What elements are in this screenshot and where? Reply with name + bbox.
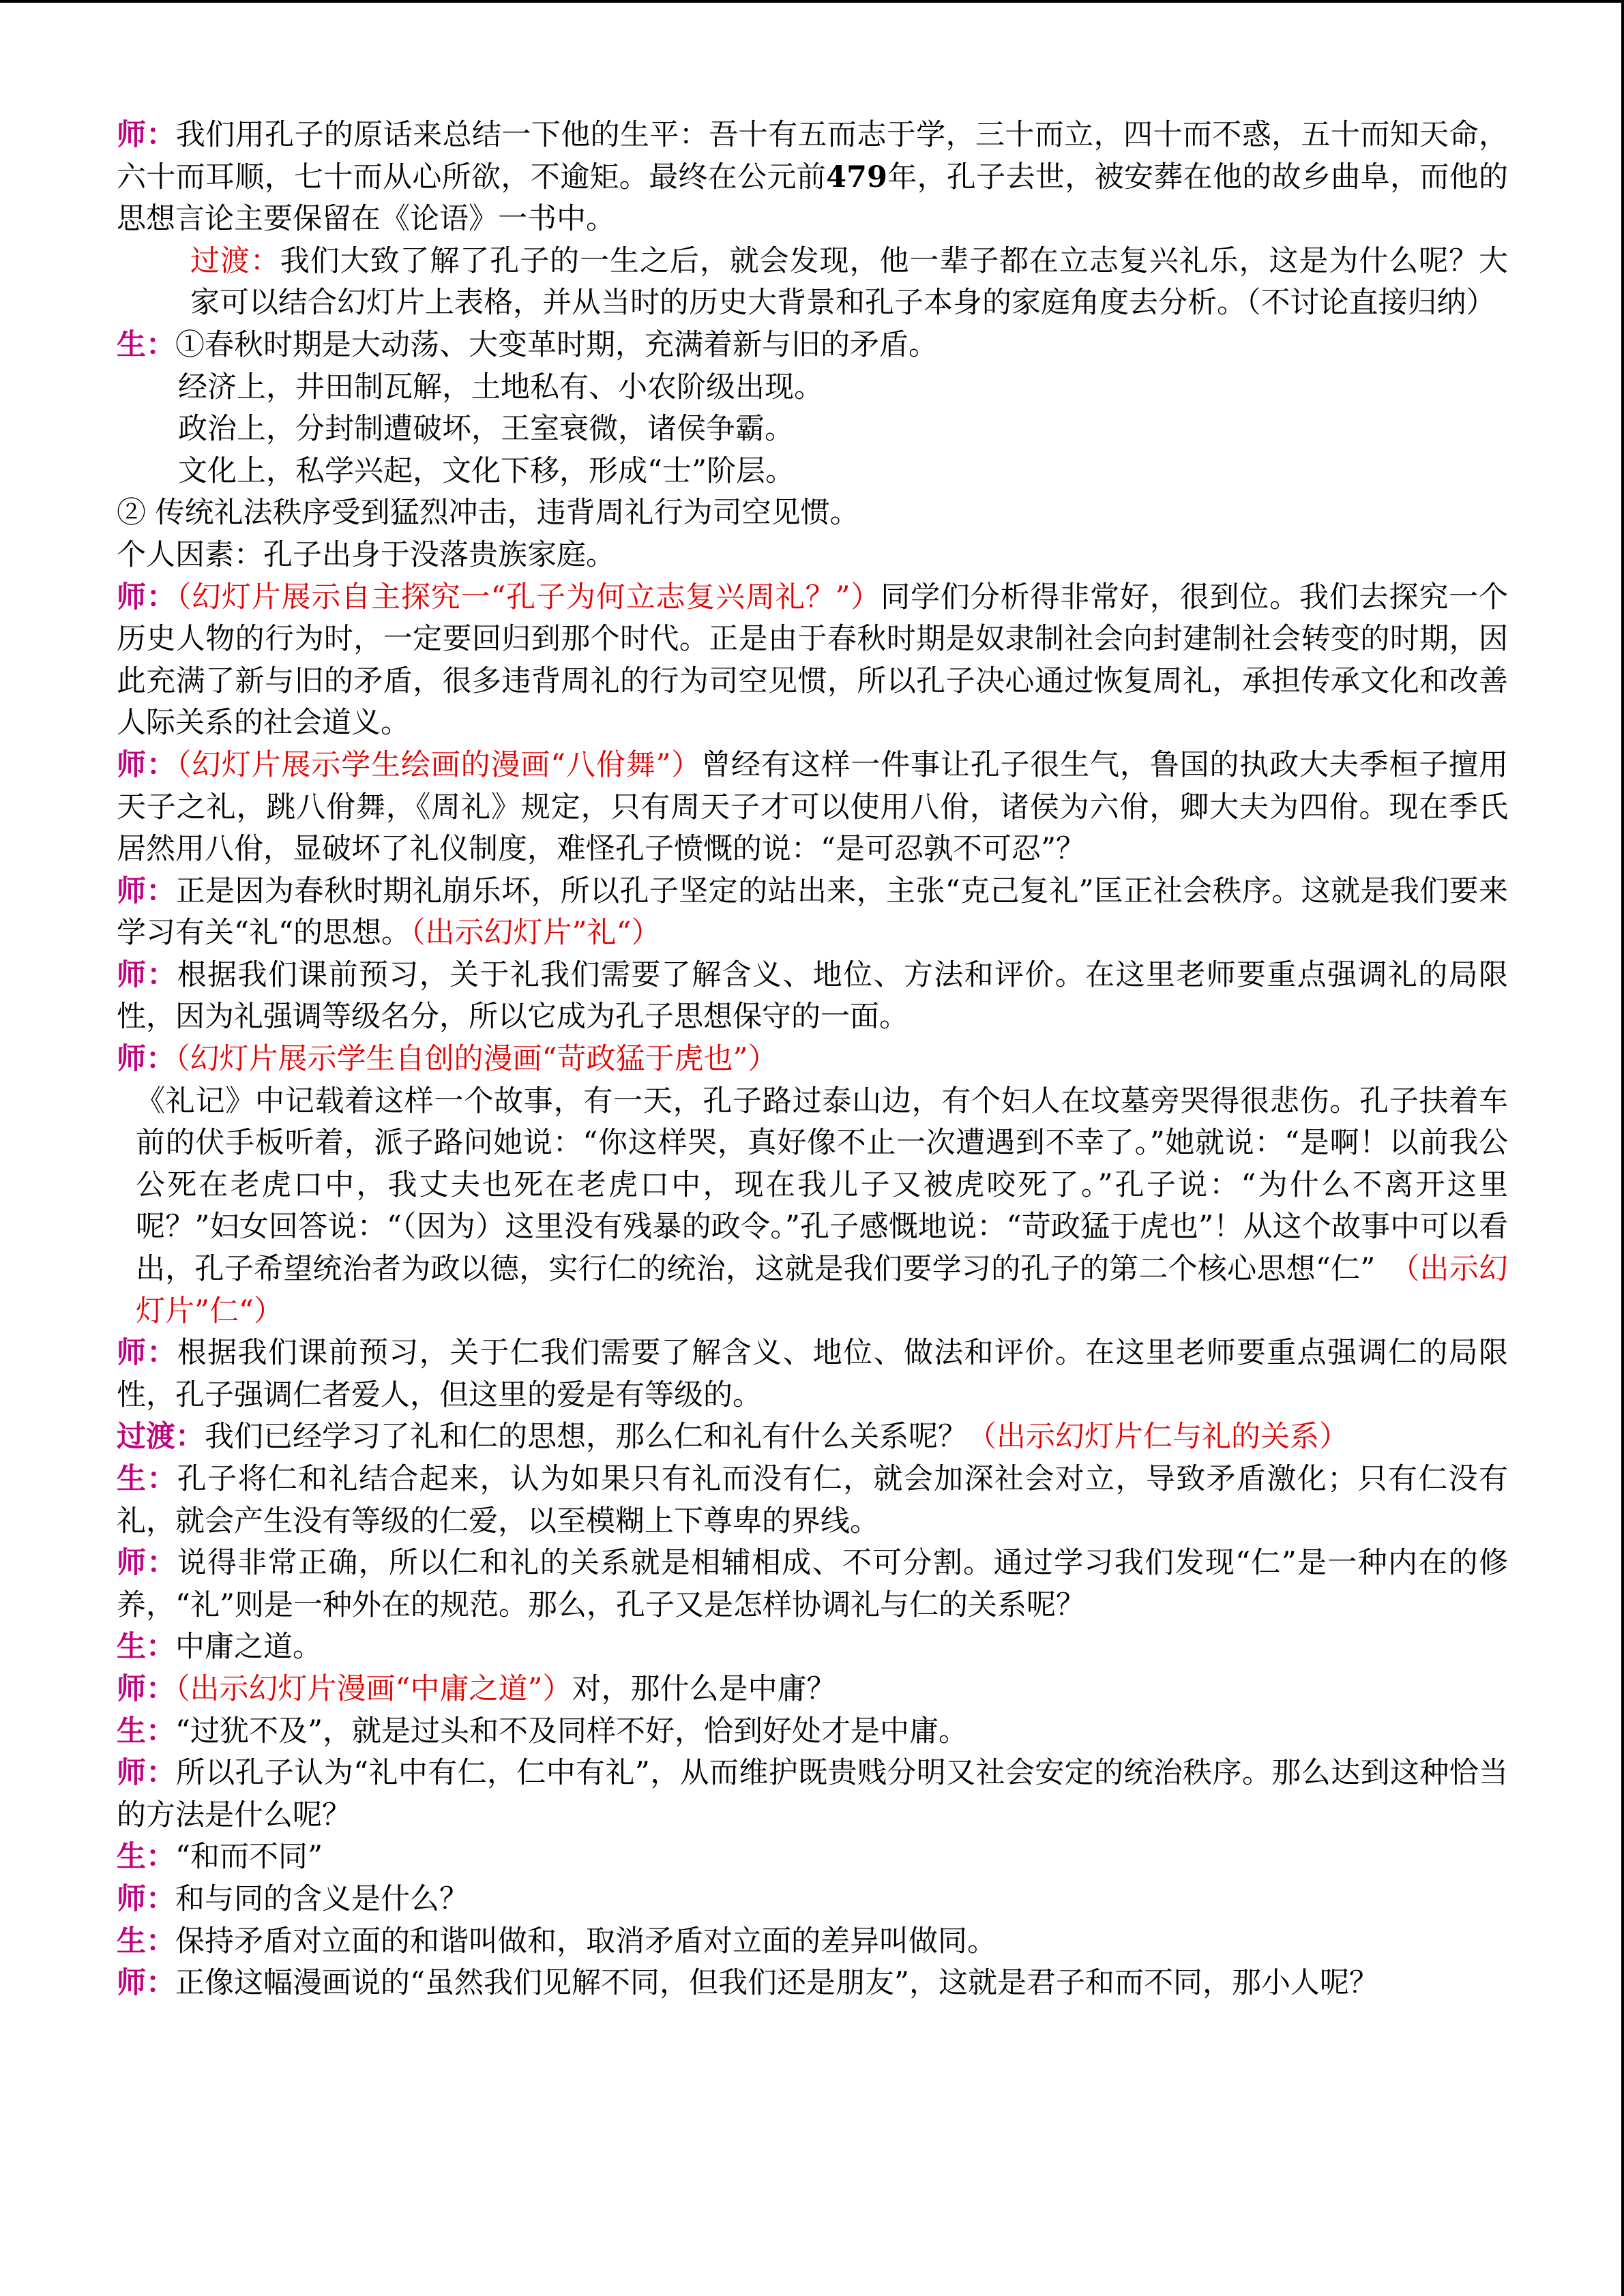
dialogue-paragraph bbox=[117, 535, 1508, 577]
speaker-label: 师： bbox=[117, 957, 177, 992]
speaker-label: 生： bbox=[117, 1714, 175, 1748]
dialogue-text: ② 传统礼法秩序受到猛烈冲击，违背周礼行为司空见惯。 bbox=[117, 496, 859, 531]
speaker-label: 师： bbox=[117, 1966, 175, 2001]
dialogue-paragraph bbox=[117, 451, 1508, 493]
dialogue-paragraph bbox=[117, 1459, 1508, 1542]
dialogue-paragraph bbox=[117, 367, 1508, 409]
dialogue-paragraph bbox=[117, 492, 1508, 535]
dialogue-paragraph bbox=[117, 115, 1508, 241]
dialogue-text: 我们已经学习了礼和仁的思想，那么仁和礼有什么关系呢？ bbox=[205, 1420, 967, 1455]
speaker-label: 师： bbox=[117, 874, 176, 908]
dialogue-text: ①春秋时期是大动荡、大变革时期，充满着新与旧的矛盾。 bbox=[175, 327, 938, 362]
slide-cue: （出示幻灯片漫画“中庸之道”） bbox=[175, 1671, 572, 1706]
dialogue-text: “和而不同” bbox=[175, 1840, 323, 1875]
speaker-label: 生： bbox=[117, 1840, 175, 1875]
speaker-label: 师： bbox=[117, 1671, 175, 1706]
dialogue-text: 经济上，井田制瓦解，土地私有、小农阶级出现。 bbox=[178, 370, 823, 404]
speaker-label: 过渡： bbox=[190, 243, 280, 278]
dialogue-text: 对，那什么是中庸？ bbox=[572, 1671, 836, 1706]
dialogue-text: 正像这幅漫画说的“虽然我们见解不同，但我们还是朋友”，这就是君子和而不同，那小人呢？ bbox=[175, 1966, 1378, 2001]
slide-cue: （出示幻灯片”仁“） bbox=[136, 1252, 1509, 1328]
dialogue-paragraph bbox=[117, 408, 1508, 451]
dialogue-text: 同学们分析得非常好，很到位。我们去探究一个历史人物的行为时，一定要回归到那个时代。正是由于春秋时期是奴隶制社会向封建制社会转变的时期，因此充满了新与旧的矛盾，很多违背周礼的行为司空见惯，所以孔子决心通过恢复周礼，承担传承文化和改善人际关系的社会道义。 bbox=[117, 580, 1509, 741]
dialogue-paragraph bbox=[117, 1711, 1508, 1753]
page-border-right bbox=[1621, 0, 1624, 2296]
document-body bbox=[117, 115, 1508, 2005]
dialogue-paragraph bbox=[117, 1542, 1508, 1626]
dialogue-text: 和与同的含义是什么？ bbox=[175, 1881, 469, 1916]
page-border-top bbox=[0, 0, 1624, 3]
dialogue-text: 正是因为春秋时期礼崩乐坏，所以孔子坚定的站出来，主张“克己复礼”匡正社会秩序。这就是我们要来学习有关“礼“的思想。 bbox=[117, 874, 1509, 951]
slide-cue: （幻灯片展示学生绘画的漫画“八佾舞”） bbox=[176, 747, 702, 782]
dialogue-text: 年，孔子去世，被安葬在他的故乡曲阜，而他的思想言论主要保留在《论语》一书中。 bbox=[117, 160, 1508, 237]
dialogue-paragraph bbox=[117, 1921, 1508, 1963]
speaker-label: 师： bbox=[117, 747, 177, 782]
dialogue-text: 曾经有这样一件事让孔子很生气，鲁国的执政大夫季桓子擅用天子之礼，跳八佾舞，《周礼》规定，只有周天子才可以使用八佾，诸侯为六佾，卿大夫为四佾。现在季氏居然用八佾，显破坏了礼仪制度，难怪孔子愤慨的说：“是可忍孰不可忍”？ bbox=[117, 747, 1509, 867]
speaker-label: 过渡： bbox=[117, 1420, 205, 1455]
dialogue-text: 说得非常正确，所以仁和礼的关系就是相辅相成、不可分割。通过学习我们发现“仁”是一种内在的修养，“礼”则是一种外在的规范。那么，孔子又是怎样协调礼与仁的关系呢？ bbox=[117, 1546, 1508, 1622]
dialogue-text: 我们用孔子的原话来总结一下他的生平：吾十有五而志于学，三十而立，四十而不惑，五十而知天命，六十而耳顺，七十而从心所欲，不逾矩。最终在公元前 bbox=[117, 118, 1509, 194]
dialogue-paragraph bbox=[117, 1836, 1508, 1879]
dialogue-paragraph bbox=[117, 1669, 1508, 1711]
dialogue-paragraph bbox=[117, 577, 1508, 745]
dialogue-paragraph bbox=[117, 1963, 1508, 2005]
dialogue-text: 文化上，私学兴起，文化下移，形成“士”阶层。 bbox=[178, 453, 795, 488]
speaker-label: 师： bbox=[117, 1336, 177, 1371]
dialogue-text: 479 bbox=[826, 160, 887, 194]
dialogue-text: 政治上，分封制遭破坏，王室衰微，诸侯争霸。 bbox=[178, 412, 794, 447]
dialogue-paragraph bbox=[117, 1626, 1508, 1669]
dialogue-text: 中庸之道。 bbox=[175, 1630, 322, 1665]
dialogue-paragraph bbox=[117, 1753, 1508, 1836]
dialogue-text: 根据我们课前预习，关于礼我们需要了解含义、地位、方法和评价。在这里老师要重点强调礼的局限性，因为礼强调等级名分，所以它成为孔子思想保守的一面。 bbox=[117, 957, 1509, 1034]
speaker-label: 生： bbox=[117, 1630, 175, 1665]
slide-cue: （出示幻灯片仁与礼的关系） bbox=[967, 1420, 1348, 1455]
dialogue-paragraph bbox=[117, 325, 1508, 367]
dialogue-text: 《礼记》中记载着这样一个故事，有一天，孔子路过泰山边，有个妇人在坟墓旁哭得很悲伤。孔子扶着车前的伏手板听着，派子路问她说：“你这样哭，真好像不止一次遭遇到不幸了。”她就说：“是啊！以前我公公死在老虎口中，我丈夫也死在老虎口中，现在我儿子又被虎咬死了。”孔子说：“为什么不离开这里呢？”妇女回答说：“（因为）这里没有残暴的政令。”孔子感慨地说：“苛政猛于虎也”！从这个故事中可以看出，孔子希望统治者为政以德，实行仁的统治，这就是我们要学习的孔子的第二个核心思想“仁” bbox=[136, 1084, 1508, 1287]
speaker-label: 生： bbox=[117, 327, 175, 362]
dialogue-paragraph bbox=[117, 745, 1508, 871]
dialogue-paragraph bbox=[117, 1416, 1508, 1459]
dialogue-text: 所以孔子认为“礼中有仁，仁中有礼”，从而维护既贵贱分明又社会安定的统治秩序。那么达到这种恰当的方法是什么呢？ bbox=[117, 1756, 1509, 1832]
dialogue-text: 根据我们课前预习，关于仁我们需要了解含义、地位、做法和评价。在这里老师要重点强调仁的局限性，孔子强调仁者爱人，但这里的爱是有等级的。 bbox=[117, 1336, 1509, 1412]
speaker-label: 生： bbox=[117, 1924, 175, 1958]
dialogue-paragraph bbox=[117, 1332, 1508, 1416]
dialogue-text: 个人因素：孔子出身于没落贵族家庭。 bbox=[117, 537, 615, 572]
slide-cue: （幻灯片展示学生自创的漫画“苛政猛于虎也”） bbox=[175, 1042, 778, 1077]
speaker-label: 师： bbox=[117, 118, 176, 152]
speaker-label: 生： bbox=[117, 1462, 177, 1496]
speaker-label: 师： bbox=[117, 580, 177, 614]
speaker-label: 师： bbox=[117, 1042, 175, 1077]
dialogue-paragraph bbox=[117, 1039, 1508, 1081]
dialogue-text: 孔子将仁和礼结合起来，认为如果只有礼而没有仁，就会加深社会对立，导致矛盾激化；只有仁没有礼，就会产生没有等级的仁爱，以至模糊上下尊卑的界线。 bbox=[117, 1462, 1509, 1538]
dialogue-paragraph bbox=[117, 955, 1508, 1039]
dialogue-paragraph bbox=[117, 241, 1508, 325]
dialogue-paragraph bbox=[117, 1081, 1508, 1333]
dialogue-paragraph bbox=[117, 1879, 1508, 1921]
dialogue-text: 我们大致了解了孔子的一生之后，就会发现，他一辈子都在立志复兴礼乐，这是为什么呢？大家可以结合幻灯片上表格，并从当时的历史大背景和孔子本身的家庭角度去分析。（不讨论直接归纳） bbox=[190, 243, 1509, 320]
slide-cue: （幻灯片展示自主探究一“孔子为何立志复兴周礼？”） bbox=[176, 580, 881, 614]
dialogue-text: 保持矛盾对立面的和谐叫做和，取消矛盾对立面的差异叫做同。 bbox=[175, 1924, 996, 1958]
speaker-label: 师： bbox=[117, 1546, 177, 1581]
dialogue-paragraph bbox=[117, 871, 1508, 955]
dialogue-text: “过犹不及”，就是过头和不及同样不好，恰到好处才是中庸。 bbox=[175, 1714, 968, 1748]
slide-cue: （出示幻灯片”礼“） bbox=[410, 916, 661, 951]
speaker-label: 师： bbox=[117, 1881, 175, 1916]
speaker-label: 师： bbox=[117, 1756, 176, 1791]
